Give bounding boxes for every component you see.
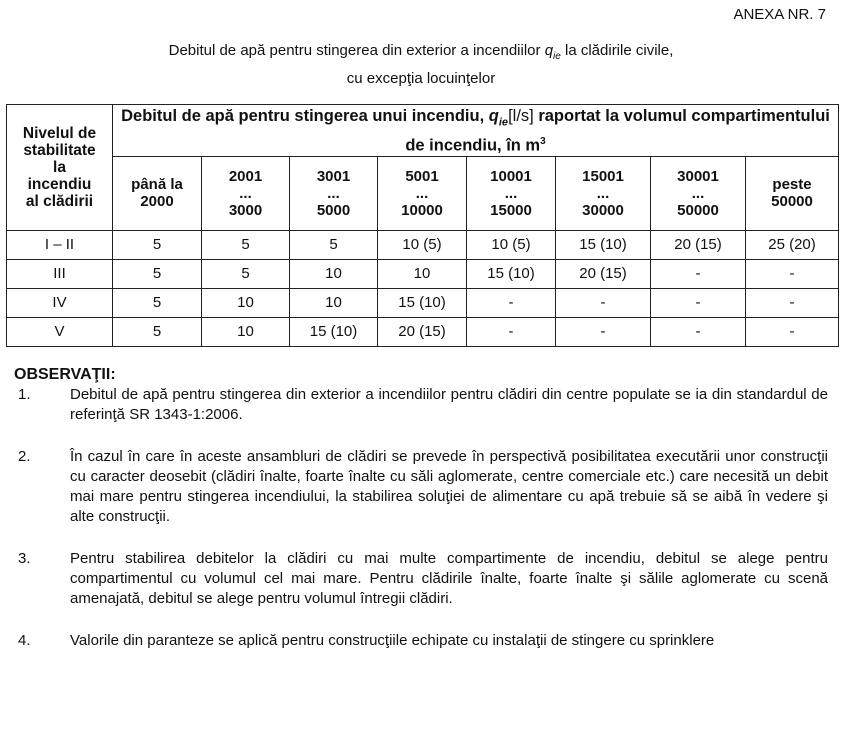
table-cell: -: [746, 317, 839, 346]
level-cell: I – II: [7, 230, 113, 259]
table-row: [7, 230, 839, 259]
volume-range-row: [7, 156, 839, 230]
table-cell: -: [467, 317, 556, 346]
table-row: [7, 288, 839, 317]
document-title: [0, 40, 842, 90]
table-cell: 10 (5): [467, 230, 556, 259]
table-cell: 5: [113, 259, 202, 288]
level-cell: IV: [7, 288, 113, 317]
observations-section: [14, 366, 828, 651]
observation-item: 3. Pentru stabilirea debitelor la clădiri cu mai multe compartimente de incendiu, debitul se alege pentru compartimentul cu volumul cel mai mare. Pentru clădirile înalte, foarte înalte şi sălile aglomerate cu scenă amenajată, debitul se alege pentru volumul întregii clădiri.: [18, 550, 828, 607]
table-cell: 20 (15): [556, 259, 651, 288]
table-cell: -: [651, 317, 746, 346]
table-cell: -: [556, 317, 651, 346]
table-cell: -: [746, 259, 839, 288]
table-cell: 15 (10): [378, 288, 467, 317]
table-cell: -: [651, 288, 746, 317]
table-cell: 15 (10): [290, 317, 378, 346]
table-cell: 15 (10): [467, 259, 556, 288]
range-header: 5001 ... 10000: [378, 156, 467, 230]
level-cell: III: [7, 259, 113, 288]
table-cell: 10 (5): [378, 230, 467, 259]
table-cell: 20 (15): [651, 230, 746, 259]
observation-item: 4. Valorile din paranteze se aplică pentru construcţiile echipate cu instalaţii de stingere cu sprinklere: [18, 632, 715, 649]
table-cell: 10: [378, 259, 467, 288]
table-cell: 5: [113, 230, 202, 259]
observation-item: 1. Debitul de apă pentru stingerea din exterior a incendiilor pentru clădiri din centre populate se ia din standardul de referinţă SR 1343-1:2006.: [18, 386, 828, 423]
table-cell: 10: [290, 259, 378, 288]
table-row: [7, 259, 839, 288]
table-row: [7, 317, 839, 346]
q-symbol: $q_{ie}$: [544, 42, 561, 62]
flow-rate-table: [6, 104, 839, 347]
table-cell: -: [746, 288, 839, 317]
table-cell: 10: [202, 288, 290, 317]
flow-rate-header: Debitul de apă pentru stingerea unui incendiu, $q_{ie}[l/s]$ raportat la volumul compartimentului de incendiu, în $m^3$: [113, 105, 839, 157]
range-header: 30001 ... 50000: [651, 156, 746, 230]
range-header: 15001 ... 30000: [556, 156, 651, 230]
range-header: 10001 ... 15000: [467, 156, 556, 230]
table-cell: 5: [202, 259, 290, 288]
range-header: până la 2000: [113, 156, 202, 230]
table-cell: -: [467, 288, 556, 317]
title-line-1: Debitul de apă pentru stingerea din exterior a incendiilor $q_{ie}$ la clădirile civile,: [168, 42, 674, 62]
table-cell: 15 (10): [556, 230, 651, 259]
table-cell: 25 (20): [746, 230, 839, 259]
title-line-2: cu excepţia locuinţelor: [346, 70, 496, 87]
observation-item: 2. În cazul în care în aceste ansambluri de clădiri se prevede în perspectivă posibilitatea executării unor construcţii cu caracter deosebit (clădiri înalte, foarte înalte cu săli aglomerate, centre comerciale etc.) care necesită un debit mai mare pentru stingerea incendiului, la stabilirea soluţiei de alimentare cu apă trebuie să se aibă în vedere şi alte construcţii.: [18, 448, 828, 525]
range-header: peste 50000: [746, 156, 839, 230]
range-header: 2001 ... 3000: [202, 156, 290, 230]
range-header: 3001 ... 5000: [290, 156, 378, 230]
table-cell: 5: [202, 230, 290, 259]
level-cell: V: [7, 317, 113, 346]
table-cell: 5: [290, 230, 378, 259]
level-header: Nivelul de stabilitate la incendiu al clădirii: [7, 105, 113, 231]
table-cell: 10: [290, 288, 378, 317]
table-cell: 10: [202, 317, 290, 346]
table-cell: -: [556, 288, 651, 317]
table-cell: 5: [113, 288, 202, 317]
observations-title: OBSERVAŢII:: [14, 366, 116, 383]
table-cell: -: [651, 259, 746, 288]
table-cell: 5: [113, 317, 202, 346]
table-cell: 20 (15): [378, 317, 467, 346]
annex-label: ANEXA NR. 7: [733, 6, 826, 23]
